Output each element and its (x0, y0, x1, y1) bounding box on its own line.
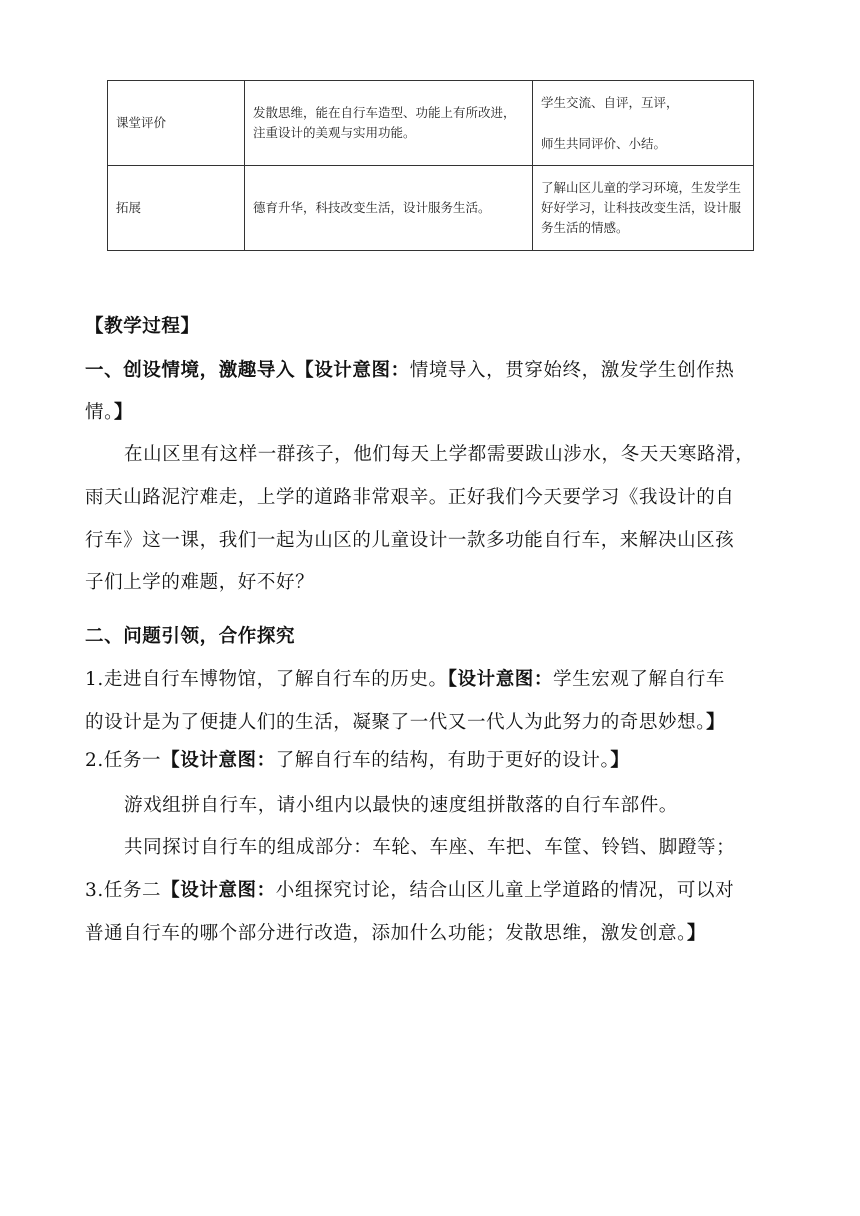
paragraph-line: 在山区里有这样一群孩子，他们每天上学都需要跋山涉水，冬天天寒路滑， (124, 444, 755, 465)
row-content: 德育升华，科技改变生活，设计服务生活。 (245, 166, 533, 251)
row-label: 课堂评价 (108, 81, 245, 166)
section1-heading-line (85, 356, 734, 382)
table-row (108, 166, 754, 251)
intent-open: 【设计意图： (447, 669, 554, 690)
intent-open: 【设计意图： (161, 880, 276, 901)
section2-title: 二、问题引领，合作探究 (85, 626, 296, 647)
intent-text: 情。 (85, 402, 114, 423)
intent-close: 】 (686, 923, 707, 944)
paragraph-line: 雨天山路泥泞难走，上学的道路非常艰辛。正好我们今天要学习《我设计的自 (85, 487, 735, 508)
intent-text: 学生宏观了解自行车 (553, 669, 725, 690)
row-label: 拓展 (108, 166, 245, 251)
item2-line (85, 746, 629, 772)
paragraph-line: 游戏组拼自行车，请小组内以最快的速度组拼散落的自行车部件。 (124, 795, 678, 816)
intent-close: 】 (113, 402, 134, 423)
row-method (533, 81, 754, 166)
row-method: 了解山区儿童的学习环境，生发学生好好学习，让科技改变生活，设计服务生活的情感。 (533, 166, 754, 251)
item3-line2 (85, 919, 706, 945)
intent-text: 普通自行车的哪个部分进行改造，添加什么功能；发散思维，激发创意。 (85, 923, 687, 944)
intent-text: 小组探究讨论，结合山区儿童上学道路的情况，可以对 (275, 880, 735, 901)
intent-open: 【设计意图： (161, 750, 276, 771)
item1-line (85, 665, 725, 691)
method-line: 学生交流、自评，互评， (541, 94, 679, 110)
paragraph-line: 共同探讨自行车的组成部分：车轮、车座、车把、车筐、铃铛、脚蹬等； (124, 837, 736, 858)
intent-close: 】 (610, 750, 630, 771)
evaluation-table (107, 80, 754, 251)
item1-line2 (85, 708, 725, 734)
table-row (108, 81, 754, 166)
intent-text: 了解自行车的结构，有助于更好的设计。 (275, 750, 611, 771)
section1-heading-line2 (85, 398, 133, 424)
paragraph-line: 行车》这一课，我们一起为山区的儿童设计一款多功能自行车，来解决山区孩 (85, 530, 735, 551)
intent-open: 【设计意图： (295, 360, 410, 381)
item3-text: 3.任务二 (85, 880, 162, 901)
row-content: 发散思维，能在自行车造型、功能上有所改进，注重设计的美观与实用功能。 (245, 81, 533, 166)
method-line: 师生共同评价、小结。 (541, 135, 667, 151)
intent-text: 情境导入，贯穿始终，激发学生创作热 (409, 360, 735, 381)
intent-text: 的设计是为了便捷人们的生活，凝聚了一代又一代人为此努力的奇思妙想。 (85, 712, 707, 733)
process-heading: 【教学过程】 (85, 316, 200, 337)
paragraph-line: 子们上学的难题，好不好？ (85, 572, 315, 593)
section1-title: 一、创设情境，激趣导入 (85, 360, 296, 381)
item1-text: 1.走进自行车博物馆，了解自行车的历史。 (85, 669, 448, 690)
item3-line (85, 876, 734, 902)
intent-close: 】 (706, 712, 726, 733)
item2-text: 2.任务一 (85, 750, 162, 771)
